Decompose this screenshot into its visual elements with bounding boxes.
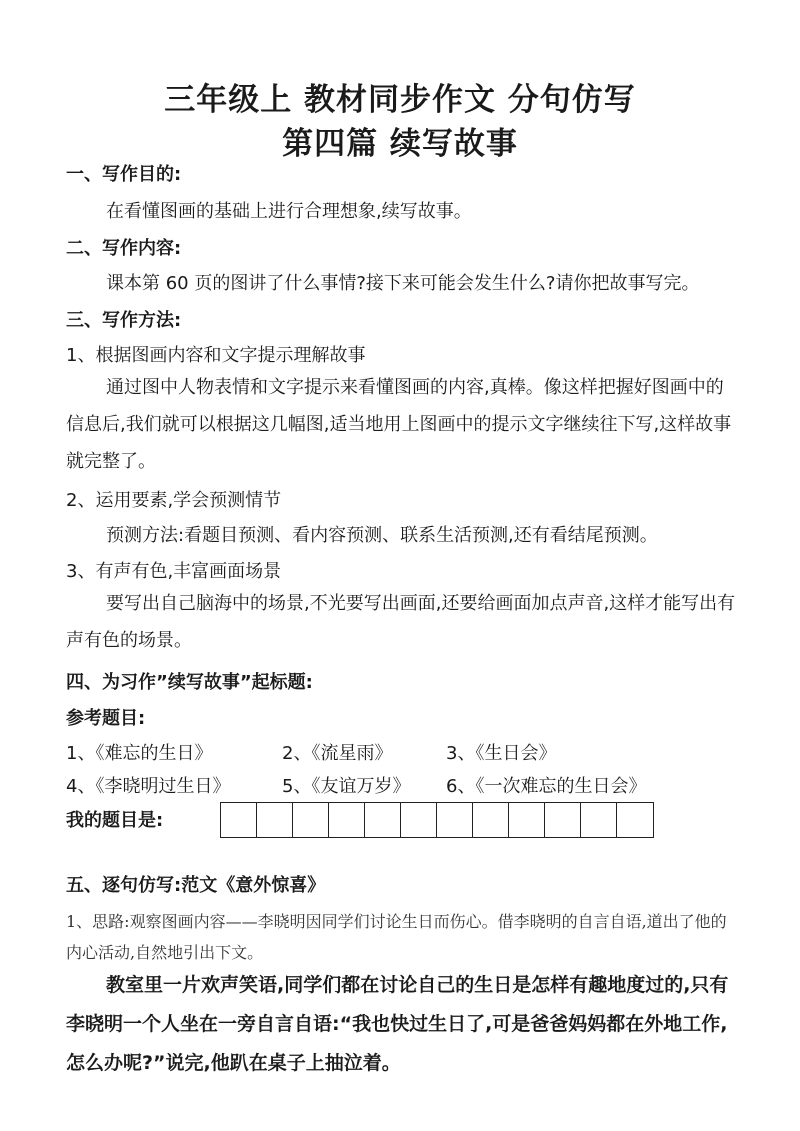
writing-idea-note: 1、思路:观察图画内容——李晓明因同学们讨论生日而伤心。借李晓明的自言自语,道出了他的内心活动,自然地引出下文。: [66, 912, 727, 962]
title-grid-cell[interactable]: [617, 803, 653, 837]
purpose-text: 在看懂图画的基础上进行合理想象,续写故事。: [106, 201, 472, 222]
section-heading-content: 二、写作内容:: [66, 238, 182, 259]
reference-title-item: 4、《李晓明过生日》: [66, 776, 231, 797]
reference-title-item: 1、《难忘的生日》: [66, 743, 213, 764]
title-grid-cell[interactable]: [509, 803, 545, 837]
my-title-input-grid[interactable]: [220, 802, 654, 838]
title-grid-cell[interactable]: [437, 803, 473, 837]
method-3-title: 3、有声有色,丰富画面场景: [66, 561, 282, 582]
reference-title-item: 6、《一次难忘的生日会》: [446, 776, 647, 797]
title-grid-cell[interactable]: [581, 803, 617, 837]
title-grid-cell[interactable]: [293, 803, 329, 837]
method-1-title: 1、根据图画内容和文字提示理解故事: [66, 345, 366, 366]
title-grid-cell[interactable]: [329, 803, 365, 837]
section-heading-purpose: 一、写作目的:: [66, 164, 182, 185]
reference-title-item: 2、《流星雨》: [282, 743, 393, 764]
section-heading-titles: 四、为习作”续写故事”起标题:: [66, 672, 313, 693]
title-grid-cell[interactable]: [221, 803, 257, 837]
method-3-text: 要写出自己脑海中的场景,不光要写出画面,还要给画面加点声音,这样才能写出有声有色的场景。: [66, 593, 736, 651]
section-heading-method: 三、写作方法:: [66, 310, 182, 331]
model-essay-paragraph: 教室里一片欢声笑语,同学们都在讨论自己的生日是怎样有趣地度过的,只有李晓明一个人坐在一旁自言自语:“我也快过生日了,可是爸爸妈妈都在外地工作,怎么办呢?”说完,他趴在桌子上抽泣着。: [66, 974, 729, 1074]
method-2-title: 2、运用要素,学会预测情节: [66, 490, 282, 511]
title-grid-cell[interactable]: [401, 803, 437, 837]
title-grid-cell[interactable]: [545, 803, 581, 837]
method-2-text: 预测方法:看题目预测、看内容预测、联系生活预测,还有看结尾预测。: [106, 525, 658, 546]
reference-title-item: 3、《生日会》: [446, 743, 557, 764]
page-subtitle: 第四篇 续写故事: [282, 126, 518, 162]
title-grid-cell[interactable]: [365, 803, 401, 837]
reference-title-item: 5、《友谊万岁》: [282, 776, 411, 797]
title-grid-cell[interactable]: [473, 803, 509, 837]
my-title-label: 我的题目是:: [66, 810, 164, 831]
method-1-text: 通过图中人物表情和文字提示来看懂图画的内容,真棒。像这样把握好图画中的信息后,我们就可以根据这几幅图,适当地用上图画中的提示文字继续往下写,这样故事就完整了。: [66, 377, 732, 472]
content-text: 课本第 60 页的图讲了什么事情?接下来可能会发生什么?请你把故事写完。: [106, 273, 700, 294]
page-title: 三年级上 教材同步作文 分句仿写: [164, 82, 636, 118]
section-heading-imitation: 五、逐句仿写:范文《意外惊喜》: [66, 875, 326, 896]
title-grid-cell[interactable]: [257, 803, 293, 837]
reference-titles-label: 参考题目:: [66, 708, 146, 729]
